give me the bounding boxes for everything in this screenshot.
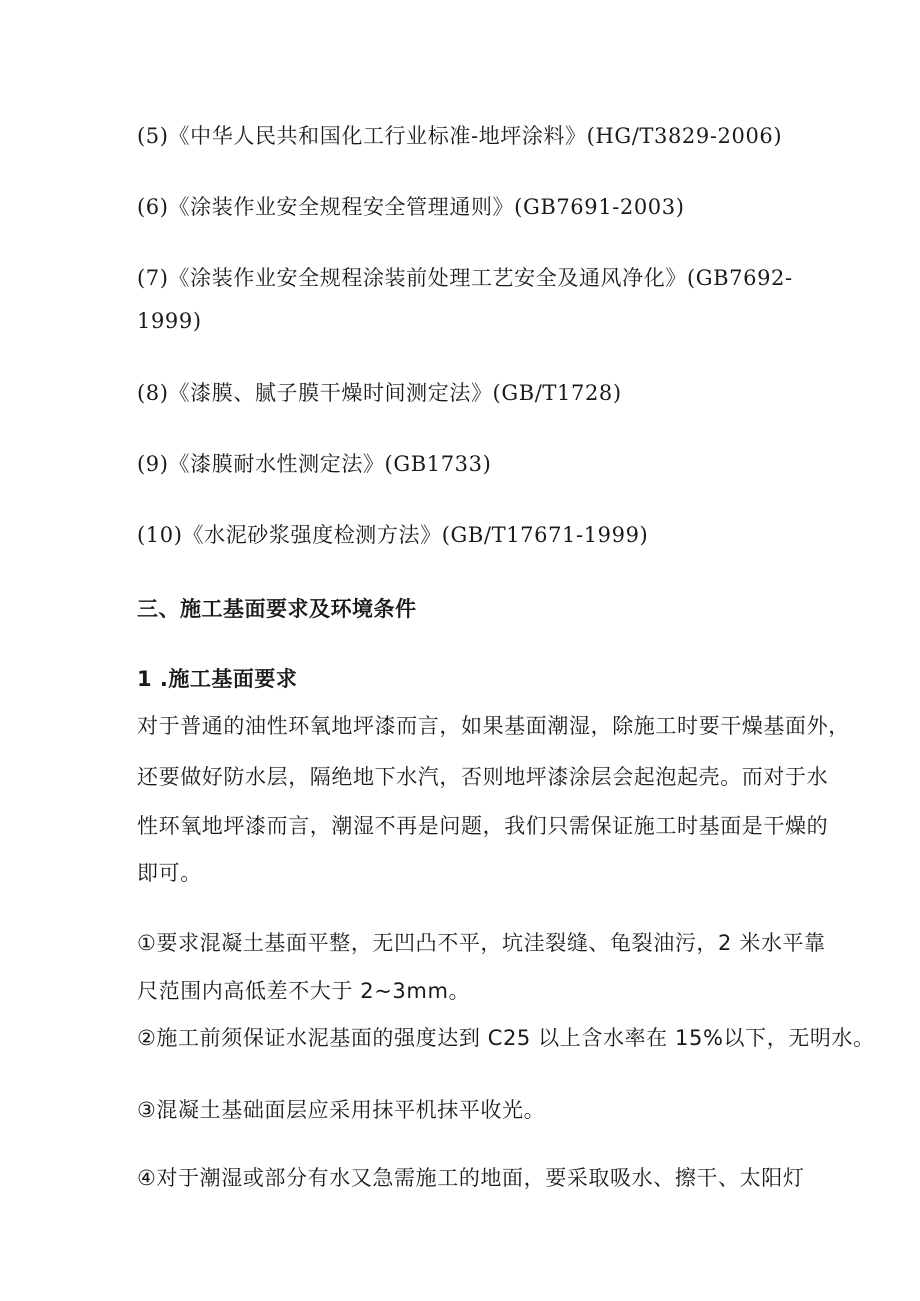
reference-item-10: (10)《水泥砂浆强度检测方法》(GB/T17671-1999) — [137, 523, 649, 547]
reference-item-8: (8)《漆膜、腻子膜干燥时间测定法》(GB/T1728) — [137, 381, 622, 405]
section-heading: 三、施工基面要求及环境条件 — [137, 597, 417, 621]
reference-item-7-continued: 1999) — [137, 309, 202, 333]
requirement-1: ①要求混凝土基面平整，无凹凸不平，坑洼裂缝、龟裂油污，2 米水平靠 — [137, 931, 826, 955]
requirement-3: ③混凝土基础面层应采用抹平机抹平收光。 — [137, 1098, 546, 1122]
reference-item-7: (7)《涂装作业安全规程涂装前处理工艺安全及通风净化》(GB7692- — [137, 266, 793, 290]
subheading: 1 .施工基面要求 — [137, 667, 298, 691]
reference-item-5: (5)《中华人民共和国化工行业标准-地坪涂料》(HG/T3829-2006) — [137, 124, 783, 148]
reference-item-9: (9)《漆膜耐水性测定法》(GB1733) — [137, 452, 492, 476]
paragraph-line-2: 还要做好防水层，隔绝地下水汽，否则地坪漆涂层会起泡起壳。而对于水 — [137, 765, 829, 789]
requirement-1-continued: 尺范围内高低差不大于 2~3mm。 — [137, 979, 471, 1003]
requirement-4: ④对于潮湿或部分有水又急需施工的地面，要采取吸水、擦干、太阳灯 — [137, 1166, 805, 1190]
reference-item-6: (6)《涂装作业安全规程安全管理通则》(GB7691-2003) — [137, 195, 685, 219]
requirement-2: ②施工前须保证水泥基面的强度达到 C25 以上含水率在 15%以下，无明水。 — [137, 1026, 875, 1050]
paragraph-line-3: 性环氧地坪漆而言，潮湿不再是问题，我们只需保证施工时基面是干燥的 — [137, 814, 829, 838]
paragraph-line-1: 对于普通的油性环氧地坪漆而言，如果基面潮湿，除施工时要干燥基面外， — [137, 714, 850, 738]
paragraph-line-4: 即可。 — [137, 861, 202, 885]
